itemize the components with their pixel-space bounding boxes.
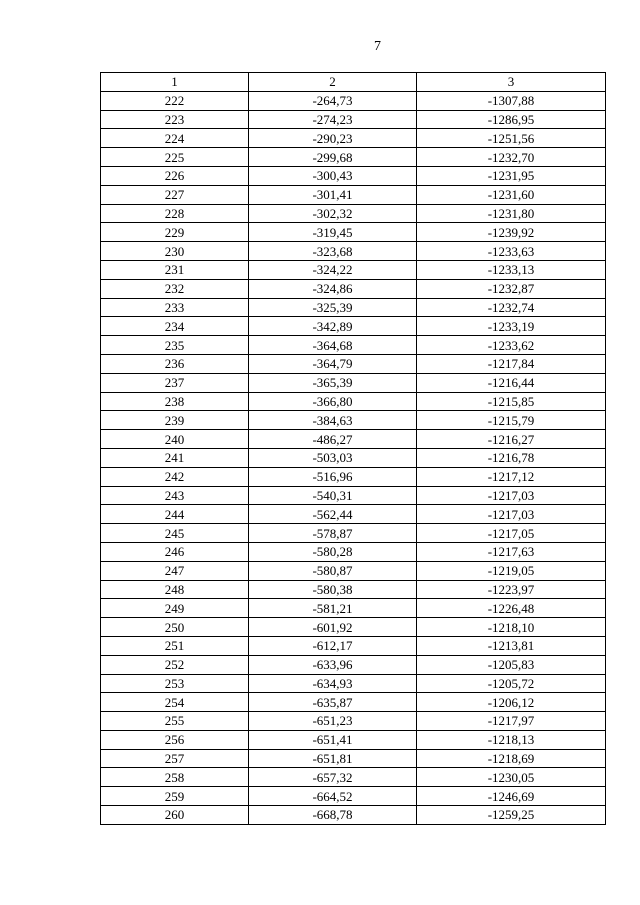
table-cell-col-1: 233 (101, 298, 249, 317)
table-cell-col-3: -1217,63 (417, 542, 606, 561)
table-cell-col-1: 237 (101, 373, 249, 392)
table-cell-col-1: 252 (101, 655, 249, 674)
table-cell-col-3: -1231,80 (417, 204, 606, 223)
table-row (101, 486, 606, 505)
table-cell-col-2: -581,21 (249, 599, 417, 618)
table-row (101, 693, 606, 712)
table-row (101, 542, 606, 561)
table-cell-col-1: 250 (101, 618, 249, 637)
table-cell-col-3: -1223,97 (417, 580, 606, 599)
table-cell-col-3: -1246,69 (417, 787, 606, 806)
table-cell-col-3: -1307,88 (417, 91, 606, 110)
table-cell-col-3: -1233,13 (417, 260, 606, 279)
table-row (101, 242, 606, 261)
table-cell-col-1: 246 (101, 542, 249, 561)
table-row (101, 787, 606, 806)
column-header-2: 2 (249, 73, 417, 92)
table-cell-col-1: 222 (101, 91, 249, 110)
table-row (101, 806, 606, 825)
table-cell-col-2: -301,41 (249, 185, 417, 204)
table-cell-col-1: 228 (101, 204, 249, 223)
header-row (101, 73, 606, 92)
table-row (101, 448, 606, 467)
table-cell-col-1: 258 (101, 768, 249, 787)
table-row (101, 373, 606, 392)
table-cell-col-3: -1232,70 (417, 148, 606, 167)
table-row (101, 749, 606, 768)
table-row (101, 467, 606, 486)
table-cell-col-2: -635,87 (249, 693, 417, 712)
table-body (101, 91, 606, 824)
table-row (101, 768, 606, 787)
table-cell-col-2: -325,39 (249, 298, 417, 317)
table-cell-col-3: -1231,95 (417, 166, 606, 185)
table-cell-col-3: -1239,92 (417, 223, 606, 242)
table-cell-col-1: 240 (101, 430, 249, 449)
table-row (101, 298, 606, 317)
table-row (101, 110, 606, 129)
table-cell-col-2: -323,68 (249, 242, 417, 261)
table-cell-col-1: 224 (101, 129, 249, 148)
table-cell-col-1: 241 (101, 448, 249, 467)
table-row (101, 336, 606, 355)
table-cell-col-2: -342,89 (249, 317, 417, 336)
table-cell-col-3: -1218,69 (417, 749, 606, 768)
table-cell-col-1: 239 (101, 411, 249, 430)
table-cell-col-1: 242 (101, 467, 249, 486)
table-cell-col-1: 251 (101, 636, 249, 655)
table-cell-col-1: 227 (101, 185, 249, 204)
table-cell-col-2: -651,81 (249, 749, 417, 768)
table-row (101, 185, 606, 204)
table-cell-col-2: -540,31 (249, 486, 417, 505)
table-cell-col-2: -580,28 (249, 542, 417, 561)
table-cell-col-1: 257 (101, 749, 249, 768)
table-cell-col-3: -1213,81 (417, 636, 606, 655)
table-cell-col-2: -657,32 (249, 768, 417, 787)
table-cell-col-2: -319,45 (249, 223, 417, 242)
table-row (101, 204, 606, 223)
table-cell-col-3: -1259,25 (417, 806, 606, 825)
table-row (101, 317, 606, 336)
table-cell-col-1: 245 (101, 524, 249, 543)
table-cell-col-2: -634,93 (249, 674, 417, 693)
table-cell-col-1: 259 (101, 787, 249, 806)
table-cell-col-1: 243 (101, 486, 249, 505)
table-cell-col-1: 230 (101, 242, 249, 261)
table-cell-col-3: -1217,05 (417, 524, 606, 543)
table-row (101, 730, 606, 749)
table-row (101, 223, 606, 242)
table-row (101, 524, 606, 543)
table-row (101, 505, 606, 524)
table-cell-col-2: -664,52 (249, 787, 417, 806)
table-cell-col-3: -1218,10 (417, 618, 606, 637)
table-cell-col-3: -1226,48 (417, 599, 606, 618)
table-cell-col-1: 225 (101, 148, 249, 167)
table-row (101, 279, 606, 298)
table-cell-col-2: -580,38 (249, 580, 417, 599)
table-cell-col-3: -1219,05 (417, 561, 606, 580)
table-row (101, 260, 606, 279)
table-cell-col-1: 247 (101, 561, 249, 580)
table-cell-col-2: -264,73 (249, 91, 417, 110)
table-row (101, 411, 606, 430)
table-cell-col-1: 229 (101, 223, 249, 242)
table-cell-col-1: 253 (101, 674, 249, 693)
table-row (101, 580, 606, 599)
table-cell-col-2: -651,23 (249, 712, 417, 731)
table-cell-col-3: -1233,63 (417, 242, 606, 261)
table-cell-col-3: -1215,79 (417, 411, 606, 430)
table-row (101, 618, 606, 637)
table-cell-col-2: -366,80 (249, 392, 417, 411)
table-cell-col-2: -578,87 (249, 524, 417, 543)
data-table (100, 72, 606, 825)
table-cell-col-1: 255 (101, 712, 249, 731)
table-cell-col-1: 236 (101, 354, 249, 373)
table-cell-col-3: -1217,03 (417, 486, 606, 505)
table-cell-col-3: -1216,44 (417, 373, 606, 392)
table-cell-col-2: -302,32 (249, 204, 417, 223)
table-cell-col-1: 234 (101, 317, 249, 336)
table-cell-col-3: -1205,72 (417, 674, 606, 693)
table-cell-col-3: -1231,60 (417, 185, 606, 204)
table-row (101, 636, 606, 655)
table-row (101, 166, 606, 185)
table-row (101, 561, 606, 580)
table-cell-col-1: 249 (101, 599, 249, 618)
table-cell-col-2: -601,92 (249, 618, 417, 637)
table-row (101, 655, 606, 674)
table-cell-col-2: -651,41 (249, 730, 417, 749)
table-cell-col-3: -1232,87 (417, 279, 606, 298)
table-cell-col-1: 231 (101, 260, 249, 279)
table-row (101, 712, 606, 731)
table-row (101, 674, 606, 693)
table-row (101, 148, 606, 167)
table-cell-col-2: -364,68 (249, 336, 417, 355)
table-cell-col-3: -1215,85 (417, 392, 606, 411)
table-cell-col-2: -486,27 (249, 430, 417, 449)
table-cell-col-2: -580,87 (249, 561, 417, 580)
table-cell-col-2: -503,03 (249, 448, 417, 467)
table-cell-col-2: -633,96 (249, 655, 417, 674)
table-cell-col-1: 260 (101, 806, 249, 825)
table-cell-col-3: -1217,97 (417, 712, 606, 731)
table-cell-col-3: -1217,12 (417, 467, 606, 486)
table-cell-col-2: -299,68 (249, 148, 417, 167)
table-cell-col-3: -1217,03 (417, 505, 606, 524)
table-cell-col-3: -1217,84 (417, 354, 606, 373)
table-cell-col-1: 223 (101, 110, 249, 129)
table-cell-col-1: 244 (101, 505, 249, 524)
table-cell-col-2: -324,22 (249, 260, 417, 279)
table-cell-col-2: -324,86 (249, 279, 417, 298)
table-cell-col-2: -290,23 (249, 129, 417, 148)
page-number: 7 (374, 39, 381, 54)
table-row (101, 430, 606, 449)
table-cell-col-3: -1233,19 (417, 317, 606, 336)
table-cell-col-1: 248 (101, 580, 249, 599)
table-cell-col-2: -300,43 (249, 166, 417, 185)
table-cell-col-2: -562,44 (249, 505, 417, 524)
table-row (101, 599, 606, 618)
table-cell-col-1: 235 (101, 336, 249, 355)
table-cell-col-2: -384,63 (249, 411, 417, 430)
table-cell-col-2: -516,96 (249, 467, 417, 486)
column-header-1: 1 (101, 73, 249, 92)
table-cell-col-2: -365,39 (249, 373, 417, 392)
table-cell-col-1: 232 (101, 279, 249, 298)
column-header-3: 3 (417, 73, 606, 92)
table-cell-col-2: -668,78 (249, 806, 417, 825)
table-cell-col-3: -1205,83 (417, 655, 606, 674)
table-row (101, 129, 606, 148)
table-row (101, 91, 606, 110)
table-cell-col-3: -1206,12 (417, 693, 606, 712)
table-cell-col-2: -364,79 (249, 354, 417, 373)
table-cell-col-3: -1286,95 (417, 110, 606, 129)
table-cell-col-3: -1232,74 (417, 298, 606, 317)
table-cell-col-1: 254 (101, 693, 249, 712)
table-cell-col-3: -1216,78 (417, 448, 606, 467)
table-cell-col-2: -274,23 (249, 110, 417, 129)
table-cell-col-1: 256 (101, 730, 249, 749)
table-cell-col-1: 238 (101, 392, 249, 411)
table-header (101, 73, 606, 92)
table-cell-col-3: -1233,62 (417, 336, 606, 355)
table-row (101, 392, 606, 411)
table-cell-col-1: 226 (101, 166, 249, 185)
table-cell-col-3: -1218,13 (417, 730, 606, 749)
table-cell-col-2: -612,17 (249, 636, 417, 655)
table-row (101, 354, 606, 373)
table-cell-col-3: -1251,56 (417, 129, 606, 148)
table-cell-col-3: -1216,27 (417, 430, 606, 449)
table-cell-col-3: -1230,05 (417, 768, 606, 787)
